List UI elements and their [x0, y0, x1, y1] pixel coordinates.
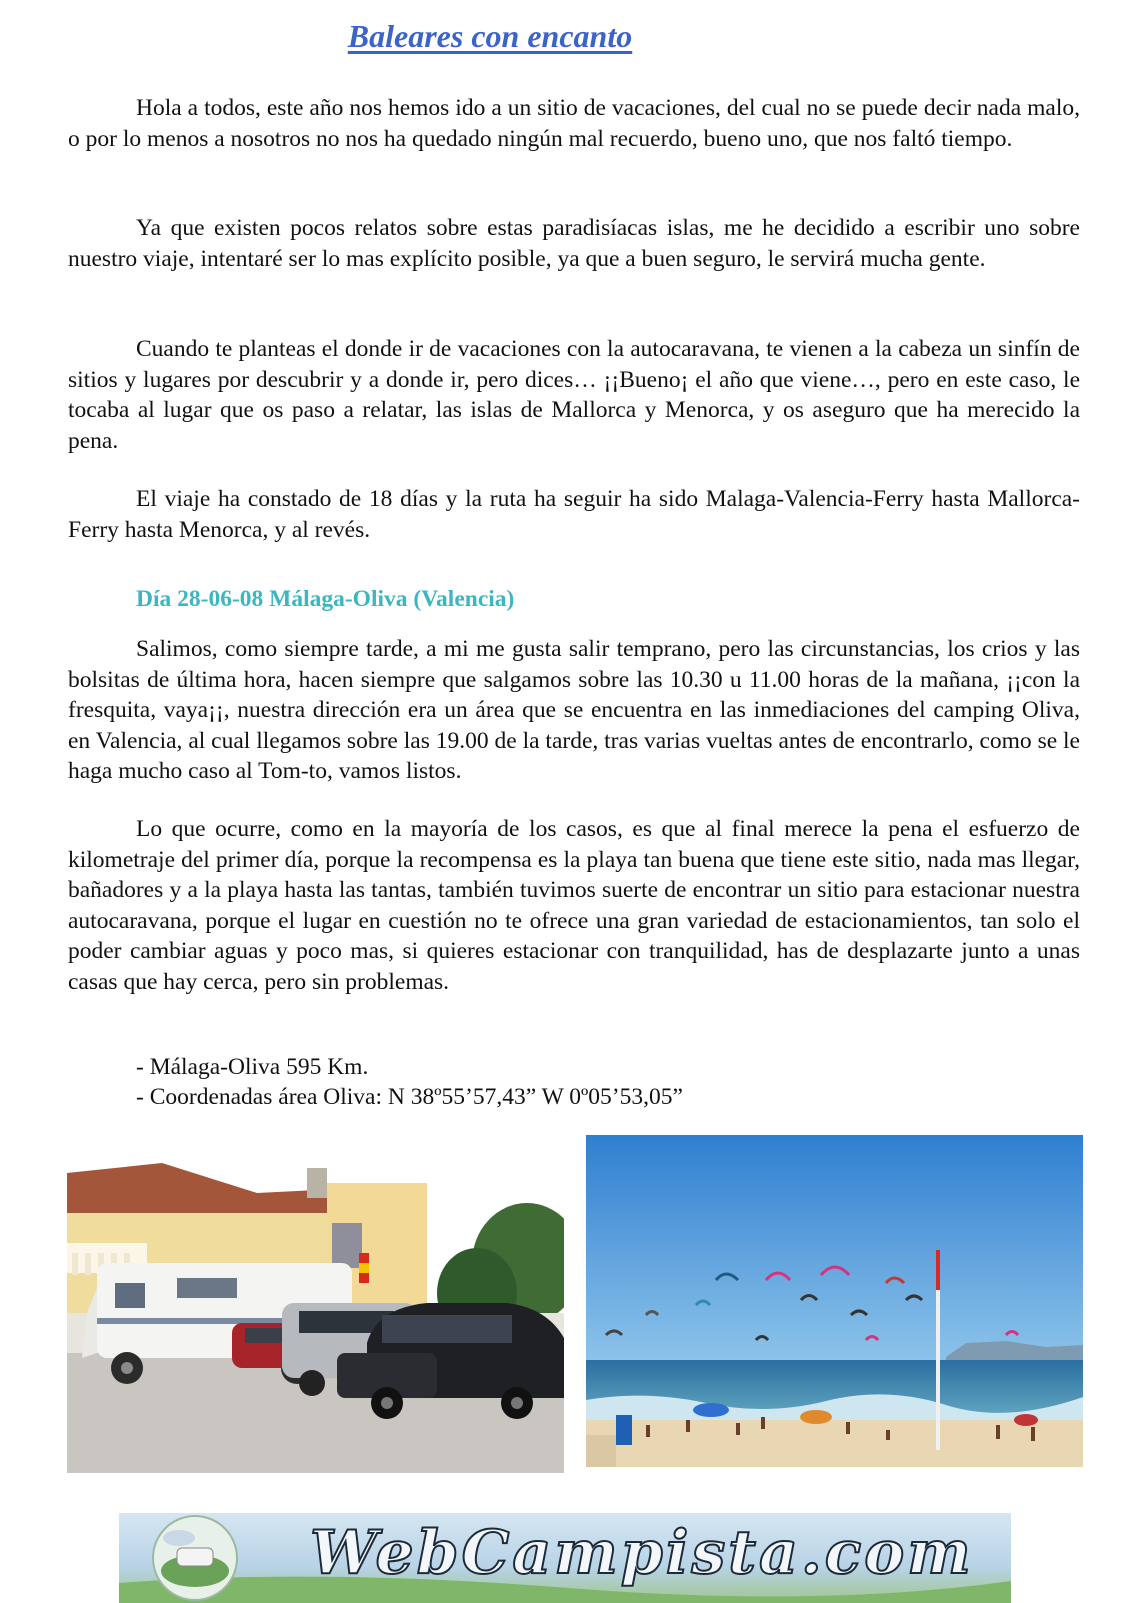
paragraph-reason: Ya que existen pocos relatos sobre estas paradisíacas islas, me he decidido a escribir uno sobre nuestro viaje, intentaré ser lo mas explícito posible, ya que a buen seguro, le servirá mucha gente. [68, 215, 1080, 272]
fact-distance: - Málaga-Oliva 595 Km. [136, 1054, 369, 1080]
banner-logo-text: WebCampista.com [310, 1518, 974, 1588]
paragraph-intro: Hola a todos, este año nos hemos ido a un sitio de vacaciones, del cual no se puede decir nada malo, o por lo menos a nosotros no nos ha quedado ningún mal recuerdo, bueno uno, que nos faltó tiempo. [68, 95, 1080, 152]
paragraph-planning: Cuando te planteas el donde ir de vacaciones con la autocaravana, te vienen a la cabeza un sinfín de sitios y lugares por descubrir y a donde ir, pero dices… ¡¡Bueno¡ el año que viene…, pero en este caso, le tocaba al lugar que os paso a relatar, las islas de Mallorca y Menorca, y os aseguro que ha merecido la pena. [68, 336, 1080, 454]
paragraph-beach: Lo que ocurre, como en la mayoría de los casos, es que al final merece la pena el esfuerzo de kilometraje del primer día, porque la recompensa es la playa tan buena que tiene este sitio, nada mas llegar, bañadores y a la playa hasta las tantas, también tuvimos suerte de encontrar un sitio para estacionar nuestra autocaravana, porque el lugar en cuestión no te ofrece una gran variedad de estacionamientos, tan solo el poder cambiar aguas y poco mas, si quieres estacionar con tranquilidad, has de desplazarte junto a unas casas que hay cerca, pero sin problemas. [68, 816, 1080, 995]
day-heading: Día 28-06-08 Málaga-Oliva (Valencia) [136, 586, 515, 612]
document-title: Baleares con encanto [347, 18, 633, 54]
paragraph-departure: Salimos, como siempre tarde, a mi me gusta salir temprano, pero las circunstancias, los crios y las bolsitas de última hora, hacen siempre que salgamos sobre las 10.30 u 11.00 horas de la mañana, ¡¡con la fresquita, vaya¡¡, nuestra dirección era un área que se encuentra en las inmediaciones del camping Oliva, en Valencia, al cual llegamos sobre las 19.00 de la tarde, tras varias vueltas antes de encontrarlo, como se le haga mucho caso al Tom-to, vamos listos. [68, 636, 1080, 784]
paragraph-route: El viaje ha constado de 18 días y la ruta ha seguir ha sido Malaga-Valencia-Ferry hasta Mallorca-Ferry hasta Menorca, y al revés. [68, 486, 1080, 543]
fact-coordinates: - Coordenadas área Oliva: N 38º55’57,43” W 0º05’53,05” [136, 1084, 683, 1110]
photo-campervan-parking [67, 1143, 564, 1473]
photo-beach-kitesurf [586, 1135, 1083, 1467]
